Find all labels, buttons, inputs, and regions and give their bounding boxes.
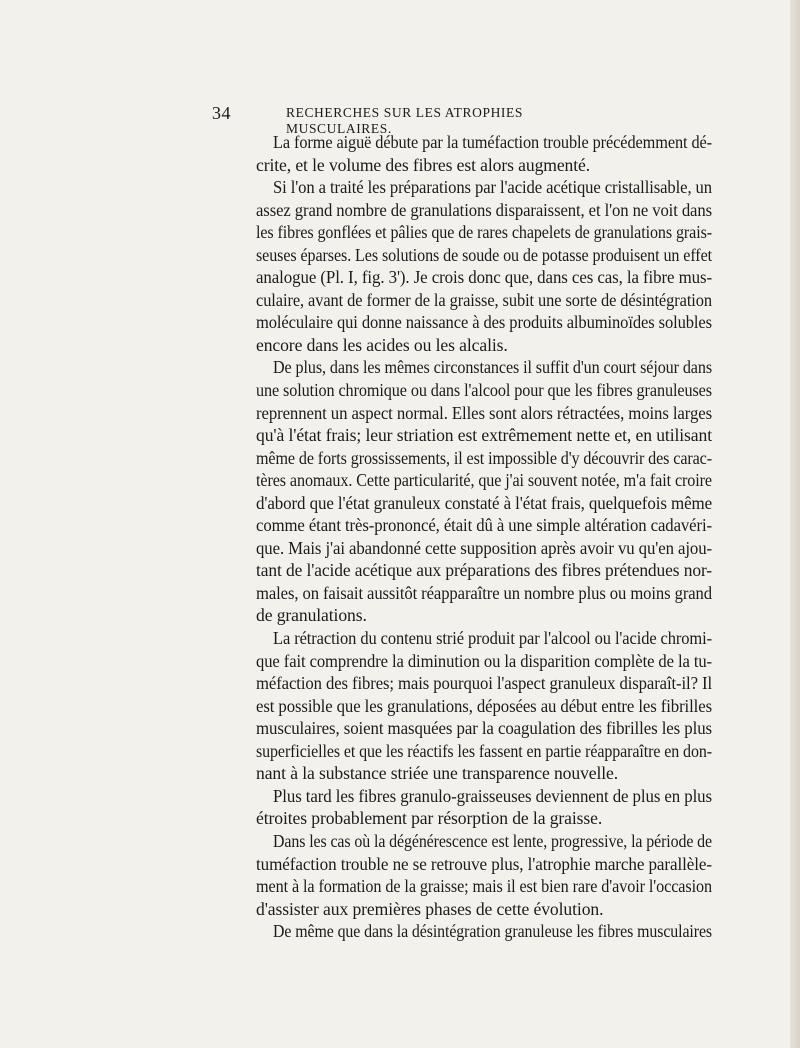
running-head [212, 103, 632, 136]
text-line: méfaction des fibres; mais pourquoi l'aspect granuleux disparaît-il? Il [256, 673, 712, 694]
text-line: assez grand nombre de granulations disparaissent, et l'on ne voit dans [256, 199, 712, 220]
text-line: La forme aiguë débute par la tuméfaction trouble précédemment dé- [273, 132, 712, 152]
text-line: musculaires, soient masquées par la coagulation des fibrilles les plus [256, 718, 712, 739]
text-line: De plus, dans les mêmes circonstances il suffit d'un court séjour dans [273, 357, 712, 378]
text-line: ment à la formation de la graisse; mais il est bien rare d'avoir l'occasion [256, 876, 712, 897]
text-line: comme étant très-prononcé, était dû à une simple altération cadavéri- [256, 515, 712, 536]
text-line: une solution chromique ou dans l'alcool pour que les fibres granuleuses [256, 380, 712, 401]
text-line: les fibres gonflées et pâlies que de rares chapelets de granulations grais- [256, 222, 712, 243]
text-line: males, on faisait aussitôt réapparaître un nombre plus ou moins grand [256, 582, 712, 603]
page-number: 34 [212, 103, 231, 123]
text-line: seuses éparses. Les solutions de soude ou de potasse produisent un effet [256, 244, 712, 265]
text-line: d'assister aux premières phases de cette évolution. [256, 898, 604, 919]
text-line: que. Mais j'ai abandonné cette supposition après avoir vu qu'en ajou- [256, 537, 712, 558]
text-line: Dans les cas où la dégénérescence est lente, progressive, la période de [273, 830, 712, 851]
text-line: Plus tard les fibres granulo-graisseuses deviennent de plus en plus [273, 785, 712, 806]
running-title: RECHERCHES SUR LES ATROPHIES MUSCULAIRES. [286, 105, 523, 136]
text-line: de granulations. [256, 605, 367, 626]
text-line: nant à la substance striée une transparence nouvelle. [256, 763, 619, 784]
text-line: reprennent un aspect normal. Elles sont alors rétractées, moins larges [256, 402, 712, 423]
body-text [256, 131, 712, 943]
text-line: tères anomaux. Cette particularité, que j'ai souvent notée, m'a fait croire [256, 470, 712, 491]
page-edge-shadow [790, 0, 800, 1048]
text-line: que fait comprendre la diminution ou la disparition complète de la tu- [256, 650, 712, 671]
text-line: La rétraction du contenu strié produit par l'alcool ou l'acide chromi- [273, 628, 712, 649]
text-line: est possible que les granulations, déposées au début entre les fibrilles [256, 695, 712, 716]
text-line: qu'à l'état frais; leur striation est extrêmement nette et, en utilisant [256, 425, 712, 446]
text-line: Si l'on a traité les préparations par l'acide acétique cristallisable, un [273, 177, 712, 198]
text-line: tant de l'acide acétique aux préparations des fibres prétendues nor- [256, 560, 712, 581]
text-line: culaire, avant de former de la graisse, subit une sorte de désintégration [256, 289, 712, 310]
text-line: d'abord que l'état granuleux constaté à l'état frais, quelquefois même [256, 492, 712, 513]
text-line: superficielles et que les réactifs les fassent en partie réapparaître en don- [256, 740, 712, 761]
text-line: De même que dans la désintégration granuleuse les fibres musculaires [273, 921, 712, 942]
text-line: étroites probablement par résorption de la graisse. [256, 808, 603, 829]
text-line: encore dans les acides ou les alcalis. [256, 334, 508, 355]
text-line: même de forts grossissements, il est impossible d'y découvrir des carac- [256, 447, 712, 468]
text-line: moléculaire qui donne naissance à des produits albuminoïdes solubles [256, 312, 712, 333]
text-line: tuméfaction trouble ne se retrouve plus, l'atrophie marche parallèle- [256, 853, 712, 874]
text-line: crite, et le volume des fibres est alors augmenté. [256, 154, 591, 175]
text-line: analogue (Pl. I, fig. 3'). Je crois donc que, dans ces cas, la fibre mus- [256, 267, 712, 288]
